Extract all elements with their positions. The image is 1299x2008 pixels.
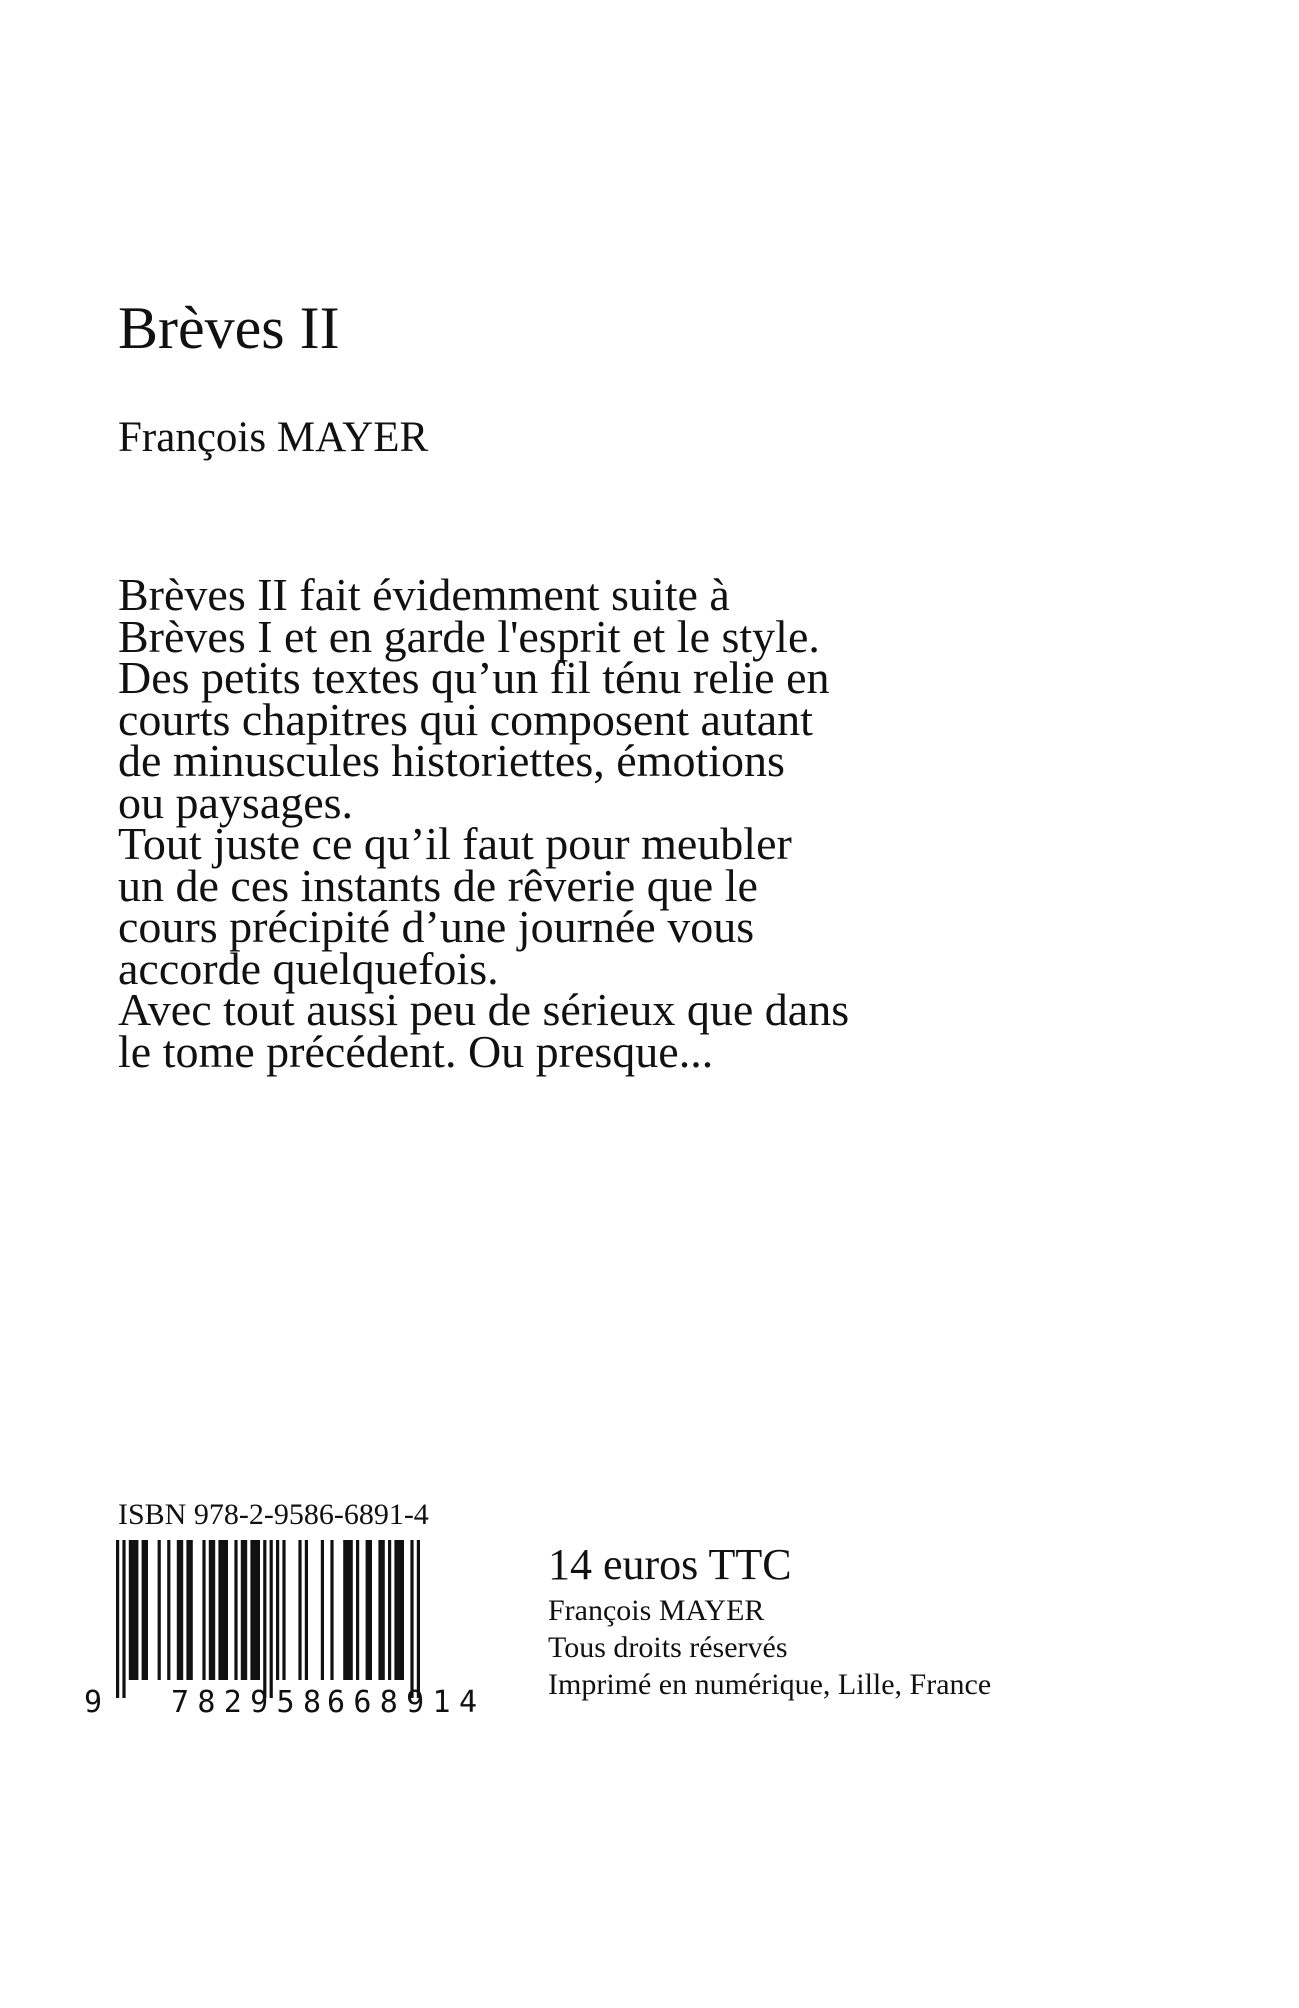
price: 14 euros TTC (548, 1540, 792, 1589)
barcode-guard-bar (410, 1540, 413, 1698)
blurb-line: Brèves II fait évidemment suite à (118, 569, 730, 620)
publisher: François MAYER (548, 1594, 765, 1627)
barcode-bars (116, 1540, 420, 1698)
blurb-line: accorde quelquefois. (118, 942, 499, 994)
pricing-block (548, 1538, 991, 1703)
barcode-guard-bar (263, 1540, 266, 1698)
barcode-guard-bar (417, 1540, 420, 1698)
barcode-bar (177, 1540, 183, 1680)
blurb-line: cours précipité d’une journée vous (118, 901, 755, 952)
blurb-line: courts chapitres qui composent autant (118, 693, 813, 745)
ean-barcode (80, 1540, 480, 1720)
blurb-line: ou paysages. (118, 776, 354, 828)
blurb-line: Avec tout aussi peu de sérieux que dans (118, 984, 850, 1035)
barcode-bar (356, 1540, 359, 1680)
book-author: François MAYER (118, 414, 429, 461)
barcode-bar (234, 1540, 237, 1680)
barcode-guard-bar (122, 1540, 125, 1698)
barcode-bar (250, 1540, 260, 1680)
barcode-right-digits: 668914 (327, 1685, 477, 1720)
barcode-guard-bar (116, 1540, 119, 1698)
barcode-bar (202, 1540, 205, 1680)
barcode-bar (366, 1540, 372, 1680)
barcode-bar (378, 1540, 384, 1680)
isbn-label: ISBN 978-2-9586-6891-4 (118, 1498, 429, 1531)
barcode-bar (276, 1540, 279, 1680)
barcode-bar (158, 1540, 161, 1680)
blurb-line: Des petits textes qu’un fil ténu relie en (118, 652, 830, 703)
barcode-bar (167, 1540, 170, 1680)
barcode-bar (209, 1540, 215, 1680)
blurb-line: Brèves I et en garde l'esprit et le style. (118, 610, 820, 662)
rights-notice: Tous droits réservés (548, 1631, 788, 1664)
barcode-bar (218, 1540, 228, 1680)
barcode-bar (388, 1540, 391, 1680)
blurb-line: Tout juste ce qu’il faut pour meubler (118, 818, 792, 869)
barcode-guard-bar (270, 1540, 273, 1698)
printing-notice: Imprimé en numérique, Lille, France (548, 1668, 992, 1701)
barcode-bar (343, 1540, 353, 1680)
book-title: Brèves II (118, 295, 340, 361)
blurb-line: un de ces instants de rêverie que le (118, 859, 758, 911)
barcode-bar (282, 1540, 285, 1680)
barcode-bar (186, 1540, 192, 1680)
barcode-bar (142, 1540, 148, 1680)
barcode-lead-digit: 9 (84, 1685, 103, 1720)
barcode-bar (321, 1540, 324, 1680)
barcode-bar (330, 1540, 333, 1680)
barcode-bar (305, 1540, 308, 1680)
barcode-bar (241, 1540, 247, 1680)
barcode-bar (394, 1540, 404, 1680)
back-cover-blurb (118, 569, 1118, 1077)
blurb-line: de minuscules historiettes, émotions (118, 735, 785, 786)
barcode-bar (298, 1540, 301, 1680)
barcode-bar (129, 1540, 139, 1680)
blurb-line: le tome précédent. Ou presque... (118, 1025, 714, 1077)
barcode-left-digits: 782958 (171, 1685, 321, 1720)
barcode-graphic (80, 1540, 480, 1720)
